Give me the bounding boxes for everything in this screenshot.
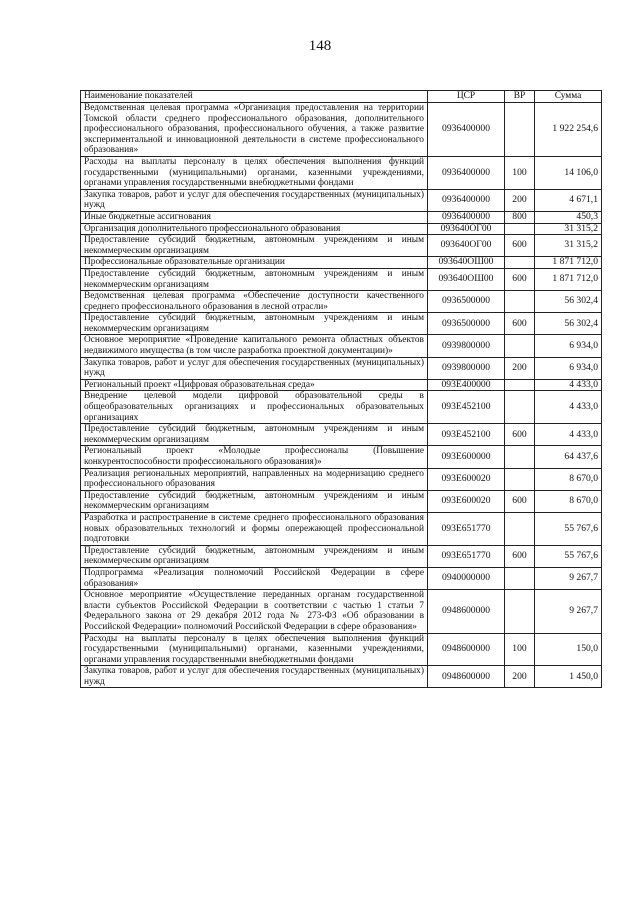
cell-csr: 0936400000 [428, 156, 505, 189]
cell-csr: 0948600000 [428, 666, 505, 688]
cell-vr [505, 379, 535, 391]
header-csr: ЦСР [428, 91, 505, 103]
table-row [81, 156, 602, 189]
cell-vr: 600 [505, 490, 535, 512]
cell-vr [505, 590, 535, 633]
cell-vr: 600 [505, 268, 535, 290]
table-row [81, 335, 602, 357]
cell-name: Предоставление субсидий бюджетным, автономным учреждениям и иным некоммерческим организациям [81, 545, 428, 567]
table-row [81, 268, 602, 290]
cell-sum: 4 671,1 [535, 189, 602, 211]
cell-vr [505, 223, 535, 235]
header-name: Наименование показателей [81, 91, 428, 103]
cell-sum: 1 922 254,6 [535, 103, 602, 157]
cell-vr [505, 103, 535, 157]
cell-sum: 450,3 [535, 211, 602, 223]
cell-name: Ведомственная целевая программа «Организация предоставления на территории Томской области среднего профессионального образования, дополнительного профессионального образования, профессионального обучения, а также развитие экспериментальной и инновационной деятельности в системе профессионального образования» [81, 103, 428, 157]
cell-name: Предоставление субсидий бюджетным, автономным учреждениям и иным некоммерческим организациям [81, 424, 428, 446]
cell-vr [505, 391, 535, 424]
cell-name: Расходы на выплаты персоналу в целях обеспечения выполнения функций государственными (муниципальными) органами, казенными учреждениями, органами управления государственными внебюджетными фондами [81, 156, 428, 189]
cell-vr [505, 291, 535, 313]
cell-csr: 093640ОШ00 [428, 257, 505, 269]
cell-sum: 4 433,0 [535, 424, 602, 446]
cell-csr: 0948600000 [428, 633, 505, 666]
cell-vr: 600 [505, 424, 535, 446]
table-row [81, 223, 602, 235]
cell-csr: 093Е600020 [428, 490, 505, 512]
cell-csr: 0936400000 [428, 103, 505, 157]
cell-csr: 093Е600000 [428, 446, 505, 468]
cell-csr: 0948600000 [428, 590, 505, 633]
cell-vr [505, 446, 535, 468]
cell-sum: 150,0 [535, 633, 602, 666]
cell-name: Региональный проект «Цифровая образовательная среда» [81, 379, 428, 391]
cell-sum: 31 315,2 [535, 235, 602, 257]
table-row [81, 313, 602, 335]
cell-csr: 0939800000 [428, 357, 505, 379]
cell-csr: 0940000000 [428, 567, 505, 589]
cell-sum: 56 302,4 [535, 291, 602, 313]
cell-name: Закупка товаров, работ и услуг для обеспечения государственных (муниципальных) нужд [81, 189, 428, 211]
cell-vr: 600 [505, 235, 535, 257]
cell-csr: 093Е400000 [428, 379, 505, 391]
cell-sum: 1 450,0 [535, 666, 602, 688]
cell-vr [505, 512, 535, 545]
table-row [81, 379, 602, 391]
cell-name: Подпрограмма «Реализация полномочий Российской Федерации в сфере образования» [81, 567, 428, 589]
cell-sum: 8 670,0 [535, 490, 602, 512]
table-row [81, 490, 602, 512]
cell-csr: 093640ОГ00 [428, 223, 505, 235]
table-row [81, 103, 602, 157]
cell-vr: 100 [505, 633, 535, 666]
table-row [81, 357, 602, 379]
cell-csr: 0936400000 [428, 189, 505, 211]
table-body [81, 103, 602, 688]
cell-name: Иные бюджетные ассигнования [81, 211, 428, 223]
cell-name: Разработка и распространение в системе среднего профессионального образования новых образовательных технологий и формы опережающей профессиональной подготовки [81, 512, 428, 545]
cell-csr: 093640ОШ00 [428, 268, 505, 290]
cell-vr [505, 257, 535, 269]
cell-sum: 9 267,7 [535, 567, 602, 589]
cell-name: Расходы на выплаты персоналу в целях обеспечения выполнения функций государственными (муниципальными) органами, казенными учреждениями, органами управления государственными внебюджетными фондами [81, 633, 428, 666]
cell-sum: 9 267,7 [535, 590, 602, 633]
page-number: 148 [308, 38, 332, 54]
cell-csr: 0936400000 [428, 211, 505, 223]
table-row [81, 633, 602, 666]
header-vr: ВР [505, 91, 535, 103]
cell-csr: 093Е452100 [428, 391, 505, 424]
cell-name: Закупка товаров, работ и услуг для обеспечения государственных (муниципальных) нужд [81, 666, 428, 688]
cell-name: Региональный проект «Молодые профессионалы (Повышение конкурентоспособности профессионального образования)» [81, 446, 428, 468]
cell-sum: 64 437,6 [535, 446, 602, 468]
cell-vr: 100 [505, 156, 535, 189]
table-row [81, 291, 602, 313]
budget-table [80, 90, 602, 688]
cell-sum: 4 433,0 [535, 391, 602, 424]
table-row [81, 391, 602, 424]
cell-sum: 55 767,6 [535, 545, 602, 567]
cell-sum: 4 433,0 [535, 379, 602, 391]
cell-csr: 0939800000 [428, 335, 505, 357]
cell-csr: 093Е651770 [428, 545, 505, 567]
cell-sum: 31 315,2 [535, 223, 602, 235]
cell-vr [505, 468, 535, 490]
cell-vr: 600 [505, 313, 535, 335]
cell-name: Основное мероприятие «Проведение капитального ремонта областных объектов недвижимого имущества (в том числе разработка проектной документации)» [81, 335, 428, 357]
cell-name: Предоставление субсидий бюджетным, автономным учреждениям и иным некоммерческим организациям [81, 235, 428, 257]
cell-csr: 093Е651770 [428, 512, 505, 545]
cell-csr: 093640ОГ00 [428, 235, 505, 257]
cell-csr: 0936500000 [428, 291, 505, 313]
table-row [81, 590, 602, 633]
table-row [81, 211, 602, 223]
table-header-row [81, 91, 602, 103]
cell-vr [505, 567, 535, 589]
cell-name: Внедрение целевой модели цифровой образовательной среды в общеобразовательных организациях и профессиональных образовательных организациях [81, 391, 428, 424]
cell-vr: 600 [505, 545, 535, 567]
cell-sum: 55 767,6 [535, 512, 602, 545]
table-row [81, 446, 602, 468]
table-row [81, 235, 602, 257]
cell-name: Предоставление субсидий бюджетным, автономным учреждениям и иным некоммерческим организациям [81, 313, 428, 335]
cell-sum: 1 871 712,0 [535, 268, 602, 290]
cell-csr: 0936500000 [428, 313, 505, 335]
cell-csr: 093Е600020 [428, 468, 505, 490]
cell-vr: 200 [505, 666, 535, 688]
cell-sum: 1 871 712,0 [535, 257, 602, 269]
cell-name: Основное мероприятие «Осуществление переданных органам государственной власти субъектов Российской Федерации в соответствии с частью 1 статьи 7 Федерального закона от 29 декабря 2012 года № 273-ФЗ «Об образовании в Российской Федерации» полномочий Российской Федерации в сфере образования» [81, 590, 428, 633]
cell-name: Реализация региональных мероприятий, направленных на модернизацию среднего профессионального образования [81, 468, 428, 490]
cell-vr: 200 [505, 189, 535, 211]
cell-sum: 14 106,0 [535, 156, 602, 189]
cell-sum: 6 934,0 [535, 357, 602, 379]
cell-name: Ведомственная целевая программа «Обеспечение доступности качественного среднего профессионального образования в лесной отрасли» [81, 291, 428, 313]
cell-csr: 093Е452100 [428, 424, 505, 446]
cell-name: Профессиональные образовательные организации [81, 257, 428, 269]
table-row [81, 189, 602, 211]
cell-sum: 6 934,0 [535, 335, 602, 357]
cell-name: Предоставление субсидий бюджетным, автономным учреждениям и иным некоммерческим организациям [81, 490, 428, 512]
cell-sum: 56 302,4 [535, 313, 602, 335]
cell-name: Закупка товаров, работ и услуг для обеспечения государственных (муниципальных) нужд [81, 357, 428, 379]
table-row [81, 468, 602, 490]
table-row [81, 257, 602, 269]
table-row [81, 512, 602, 545]
cell-vr: 800 [505, 211, 535, 223]
table-row [81, 666, 602, 688]
table-row [81, 424, 602, 446]
cell-name: Предоставление субсидий бюджетным, автономным учреждениям и иным некоммерческим организациям [81, 268, 428, 290]
table-row [81, 545, 602, 567]
cell-vr: 200 [505, 357, 535, 379]
table-row [81, 567, 602, 589]
header-sum: Сумма [535, 91, 602, 103]
cell-sum: 8 670,0 [535, 468, 602, 490]
cell-name: Организация дополнительного профессионального образования [81, 223, 428, 235]
cell-vr [505, 335, 535, 357]
